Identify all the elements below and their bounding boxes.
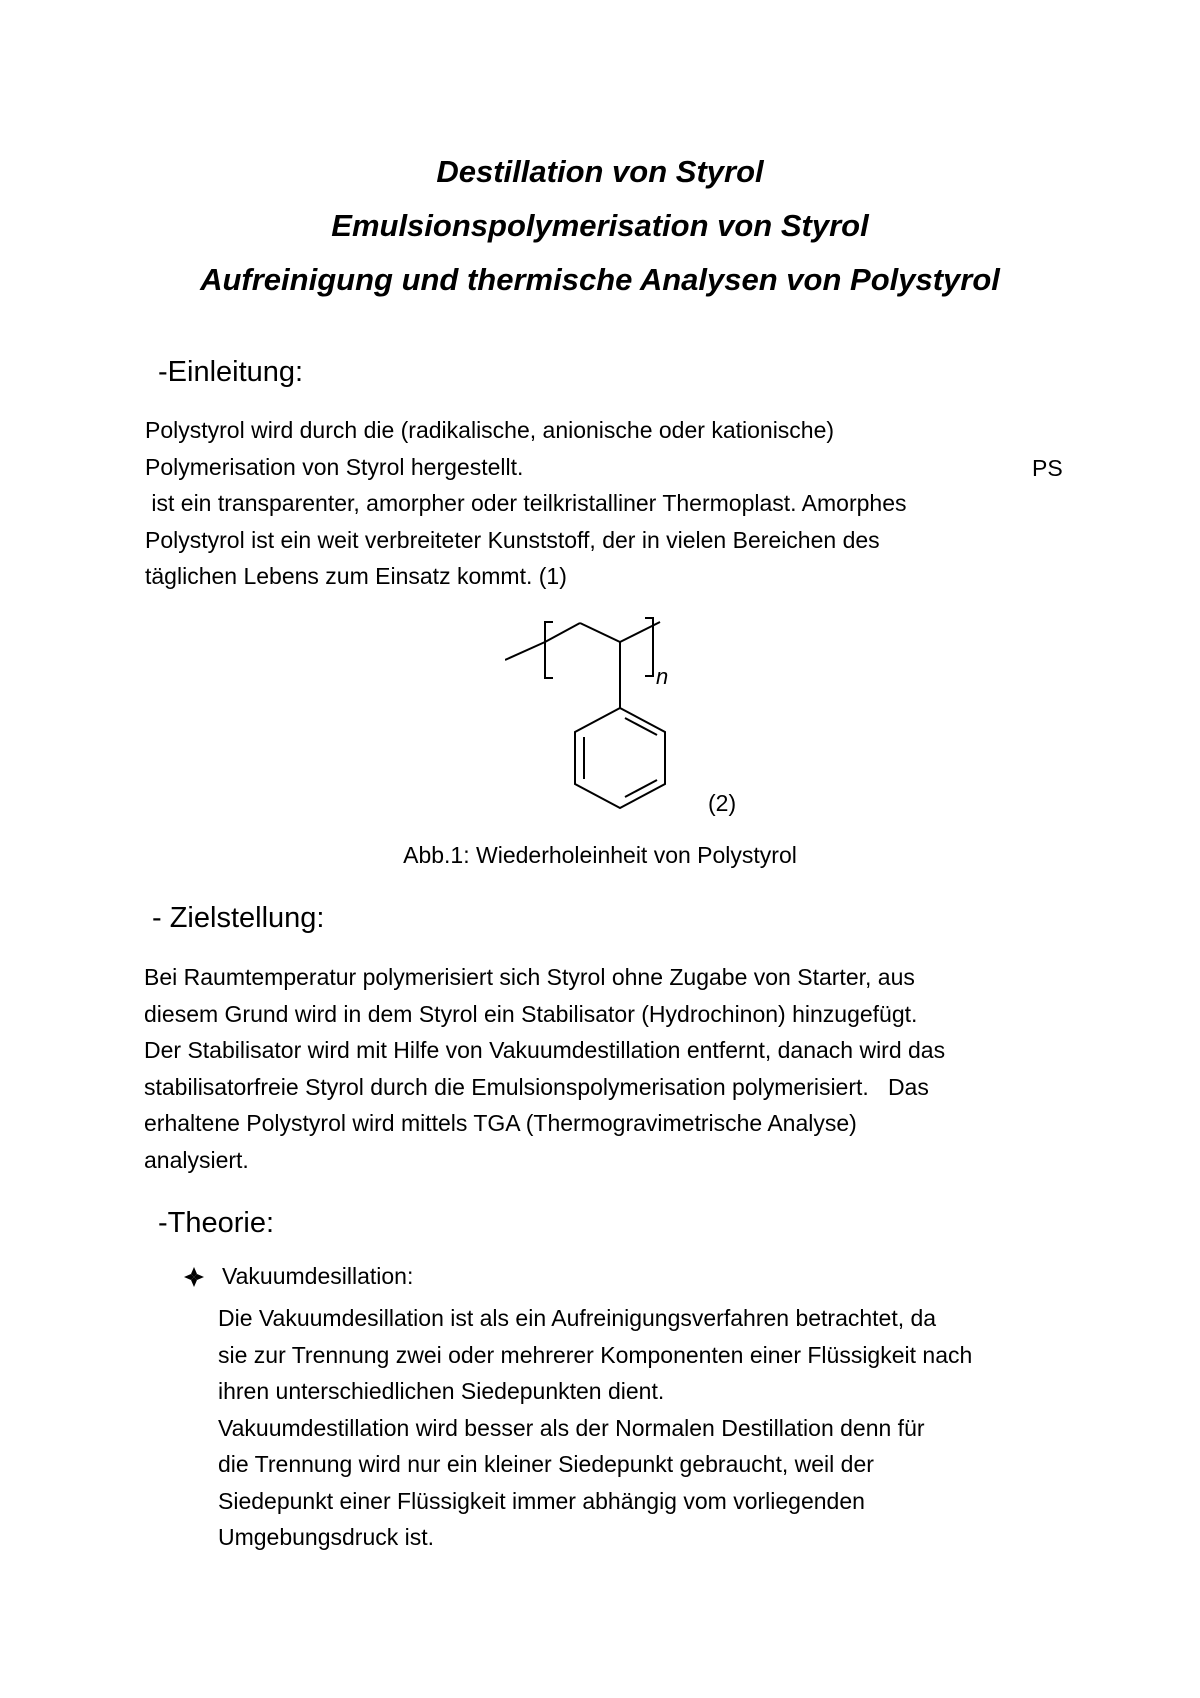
subscript-n: n — [656, 664, 669, 689]
heading-theorie: -Theorie: — [158, 1207, 275, 1239]
title-line-3: Aufreinigung und thermische Analysen von Polystyrol — [200, 262, 1000, 297]
zielstellung-paragraph — [144, 959, 945, 1178]
paragraph-line: Der Stabilisator wird mit Hilfe von Vakuumdestillation entfernt, danach wird das — [144, 1037, 946, 1063]
paragraph-line: Bei Raumtemperatur polymerisiert sich Styrol ohne Zugabe von Starter, aus — [144, 964, 915, 990]
heading-zielstellung: - Zielstellung: — [152, 902, 325, 934]
paragraph-line: Umgebungsdruck ist. — [218, 1524, 435, 1550]
paragraph-line: Polymerisation von Styrol hergestellt. — [145, 453, 524, 480]
title-line-2: Emulsionspolymerisation von Styrol — [331, 208, 869, 243]
paragraph-line: täglichen Lebens zum Einsatz kommt. (1) — [145, 563, 567, 589]
figure-reference: (2) — [708, 790, 737, 816]
paragraph-line: Siedepunkt einer Flüssigkeit immer abhängig vom vorliegenden — [218, 1487, 865, 1514]
paragraph-line: die Trennung wird nur ein kleiner Siedepunkt gebraucht, weil der — [218, 1451, 874, 1477]
diamond-bullet-icon — [180, 1266, 208, 1288]
paragraph-line: ist ein transparenter, amorpher oder teilkristalliner Thermoplast. Amorphes — [145, 490, 907, 516]
benzene-ring — [575, 708, 665, 808]
paragraph-line: erhaltene Polystyrol wird mittels TGA (Thermogravimetrische Analyse) — [144, 1110, 857, 1136]
bullet-title: Vakuumdesillation: — [222, 1263, 414, 1289]
einleitung-paragraph — [145, 412, 906, 595]
figure-caption: Abb.1: Wiederholeinheit von Polystyrol — [403, 842, 797, 868]
paragraph-line: Die Vakuumdesillation ist als ein Aufreinigungsverfahren betrachtet, da — [218, 1305, 937, 1331]
paragraph-line: Polystyrol ist ein weit verbreiteter Kunststoff, der in vielen Bereichen des — [145, 526, 880, 553]
polystyrene-structure-figure — [505, 608, 705, 818]
title-line-1: Destillation von Styrol — [436, 154, 764, 189]
heading-einleitung: -Einleitung: — [158, 356, 304, 388]
ps-abbreviation: PS — [1032, 455, 1063, 481]
paragraph-line: Polystyrol wird durch die (radikalische, anionische oder kationische) — [145, 417, 835, 443]
polymer-backbone — [505, 618, 660, 708]
paragraph-line: diesem Grund wird in dem Styrol ein Stabilisator (Hydrochinon) hinzugefügt. — [144, 1000, 918, 1027]
theorie-paragraph — [218, 1300, 972, 1556]
paragraph-line: sie zur Trennung zwei oder mehrerer Komponenten einer Flüssigkeit nach — [218, 1341, 973, 1368]
paragraph-line: stabilisatorfreie Styrol durch die Emulsionspolymerisation polymerisiert. Das — [144, 1073, 929, 1100]
paragraph-line: ihren unterschiedlichen Siedepunkten dient. — [218, 1378, 665, 1404]
bullet-item-vakuumdesillation — [180, 1263, 413, 1290]
paragraph-line: analysiert. — [144, 1146, 249, 1173]
paragraph-line: Vakuumdestillation wird besser als der Normalen Destillation denn für — [218, 1414, 925, 1441]
document-title — [0, 145, 1200, 307]
